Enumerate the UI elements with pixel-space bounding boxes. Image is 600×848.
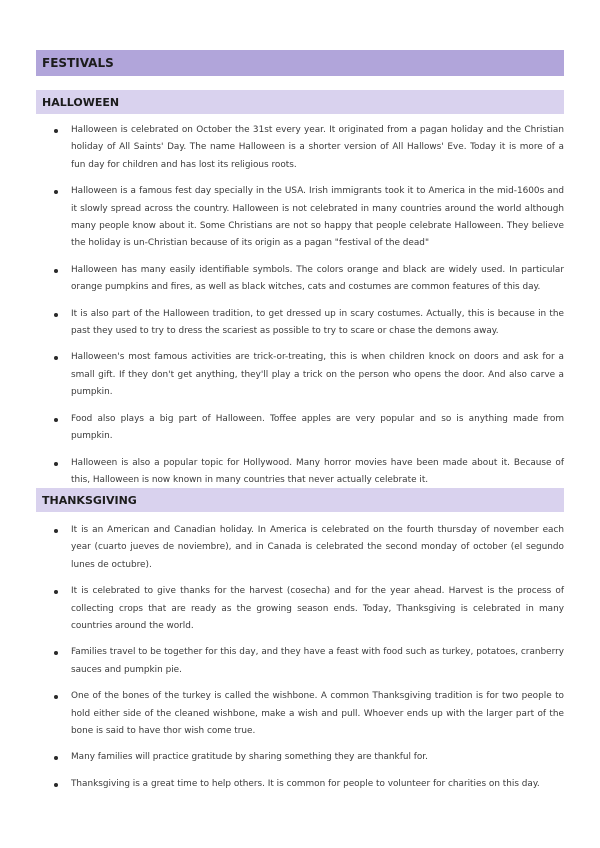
thanksgiving-bullet-list — [54, 522, 564, 802]
list-item-text: Halloween is celebrated on October the 31st every year. It originated from a pagan holiday and the Christian holiday of All Saints' Day. The name Halloween is a shorter version of All Hallows' Eve. Today it is more of a fun day for children and has lost its religious roots. — [71, 125, 564, 170]
list-item — [54, 583, 564, 635]
bullet-icon — [54, 356, 58, 360]
list-item-text: Food also plays a big part of Halloween. Toffee apples are very popular and so is anything made from pumpkin. — [71, 413, 564, 442]
halloween-bullet-list — [54, 122, 564, 498]
list-item — [54, 522, 564, 574]
list-item — [54, 644, 564, 679]
list-item — [54, 411, 564, 446]
bullet-icon — [54, 651, 58, 655]
list-item — [54, 122, 564, 174]
list-item — [54, 183, 564, 253]
bullet-icon — [54, 529, 58, 533]
bullet-icon — [54, 129, 58, 133]
bullet-icon — [54, 269, 58, 273]
bullet-icon — [54, 695, 58, 699]
bullet-icon — [54, 313, 58, 317]
list-item-text: Thanksgiving is a great time to help others. It is common for people to volunteer for charities on this day. — [71, 778, 540, 789]
list-item — [54, 349, 564, 401]
page-title: FESTIVALS — [36, 50, 564, 76]
bullet-icon — [54, 418, 58, 422]
list-item-text: Halloween is a famous fest day specially in the USA. Irish immigrants took it to America in the mid-1600s and it slowly spread across the country. Halloween is not celebrated in many countries around the world although many people know about it. Some Christians are not so happy that people celebrate Halloween. They believe the holiday is un-Christian because of its origin as a pagan "festival of the dead" — [71, 186, 564, 249]
list-item — [54, 262, 564, 297]
list-item-text: Many families will practice gratitude by sharing something they are thankful for. — [71, 752, 428, 763]
list-item-text: Halloween is also a popular topic for Hollywood. Many horror movies have been made about it. Because of this, Halloween is now known in many countries that never actually celebrate it. — [71, 457, 564, 485]
list-item — [54, 306, 564, 341]
list-item — [54, 749, 564, 766]
list-item-text: Halloween's most famous activities are trick-or-treating, this is when children knock on doors and ask for a small gift. If they don't get anything, they'll play a trick on the person who opens the door. And also carve a pumpkin. — [71, 352, 564, 398]
bullet-icon — [54, 783, 58, 787]
list-item — [54, 455, 564, 490]
list-item-text: It is an American and Canadian holiday. In America is celebrated on the fourth thursday of november each year (cuarto jueves de noviembre), and in Canada is celebrated the second monday of october (el segundo lunes de octubre). — [71, 525, 564, 570]
list-item-text: Halloween has many easily identifiable symbols. The colors orange and black are widely used. In particular orange pumpkins and fires, as well as black witches, cats and costumes are common features of this day. — [71, 264, 564, 293]
section-heading-thanksgiving: THANKSGIVING — [36, 488, 564, 512]
list-item-text: Families travel to be together for this day, and they have a feast with food such as turkey, potatoes, cranberry sauces and pumpkin pie. — [71, 647, 564, 675]
list-item-text: One of the bones of the turkey is called the wishbone. A common Thanksgiving tradition is for two people to hold either side of the cleaned wishbone, make a wish and pull. Whoever ends up with the larger part of the bone is said to have thor wish come true. — [71, 691, 564, 737]
section-heading-halloween: HALLOWEEN — [36, 90, 564, 114]
list-item-text: It is also part of the Halloween tradition, to get dressed up in scary costumes. Actually, this is because in the past they used to try to dress the scariest as possible to try to scare or chase the demons away. — [71, 308, 564, 337]
bullet-icon — [54, 756, 58, 760]
list-item — [54, 776, 564, 793]
list-item-text: It is celebrated to give thanks for the harvest (cosecha) and for the year ahead. Harvest is the process of collecting crops that are ready as the growing season ends. Today, Thanksgiving is celebrated in many countries around the world. — [71, 586, 564, 632]
bullet-icon — [54, 462, 58, 466]
list-item — [54, 688, 564, 740]
bullet-icon — [54, 590, 58, 594]
bullet-icon — [54, 190, 58, 194]
